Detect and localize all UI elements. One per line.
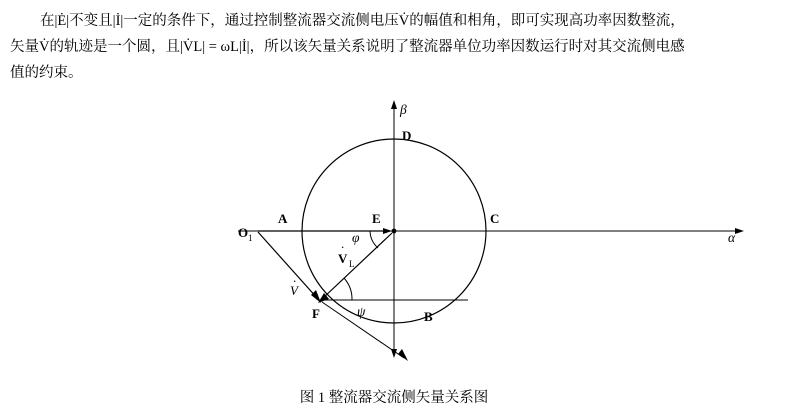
phi-angle-arc — [370, 231, 378, 248]
vector-o1-e-arrowhead — [383, 228, 392, 234]
beta-axis-lower-arrowhead — [391, 349, 397, 358]
alpha-axis-label: α — [728, 230, 736, 245]
beta-axis-label: β — [400, 102, 407, 117]
point-label-o-subscript: 1 — [248, 233, 253, 243]
figure-caption: 图 1 整流器交流侧矢量关系图 — [299, 390, 489, 406]
vector-label-v-dot: . — [293, 270, 297, 285]
point-label-o: O — [238, 225, 249, 240]
alpha-axis-arrowhead — [735, 228, 744, 234]
vector-extension-arrowhead — [398, 349, 408, 361]
vector-label-v: V — [290, 283, 298, 298]
vector-diagram-svg — [0, 96, 788, 381]
circle-center-marker — [392, 229, 397, 234]
point-label-a: A — [278, 211, 288, 226]
vector-label-vl: V — [338, 251, 348, 266]
paragraph-line-2: 矢量V̇的轨迹是一个圆，且|V̇L| = ωL|İ|，所以该矢量关系说明了整流器单位功率因数运行时对其交流侧电感 — [10, 39, 685, 55]
angle-label-psi: ψ — [357, 304, 366, 319]
figure-vector-diagram — [0, 96, 788, 381]
point-label-b: B — [424, 309, 433, 324]
vector-label-vl-dot: . — [341, 236, 345, 251]
point-label-d: D — [402, 128, 412, 143]
paragraph-line-1: 在|Ė|不变且|İ|一定的条件下，通过控制整流器交流侧电压V̇的幅值和相角，即可实现高功率因数整流， — [40, 13, 685, 29]
paragraph-line-3: 值的约束。 — [10, 65, 83, 81]
point-label-c: C — [490, 211, 500, 226]
beta-axis-arrowhead — [391, 100, 397, 109]
angle-label-phi: φ — [352, 230, 360, 245]
vector-label-vl-subscript: L — [349, 259, 355, 269]
psi-angle-arc — [344, 278, 352, 300]
body-paragraph — [10, 8, 778, 86]
point-label-e: E — [372, 211, 381, 226]
point-label-f: F — [312, 306, 320, 321]
